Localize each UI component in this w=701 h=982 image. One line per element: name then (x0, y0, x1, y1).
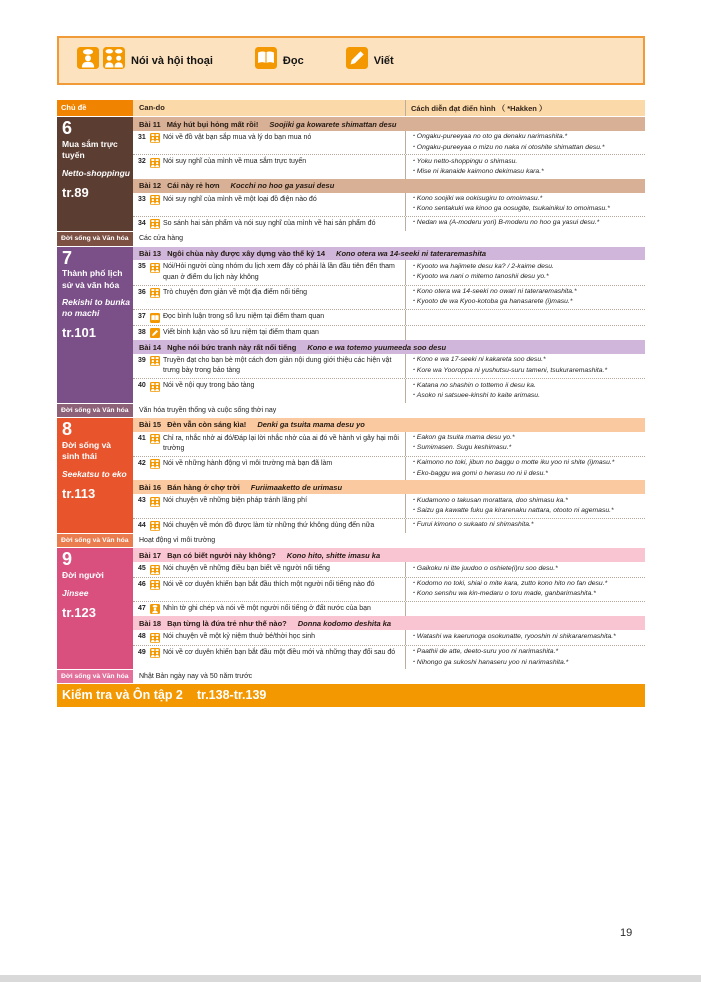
cando-number: 38 (138, 328, 146, 336)
unit-sidebar (57, 418, 133, 533)
cando-number: 42 (138, 459, 146, 467)
expressions-cell (405, 432, 645, 456)
lesson-title-romaji: Denki ga tsuita mama desu yo (257, 420, 365, 430)
viewer-bottom-edge (0, 975, 701, 982)
cando-cell (133, 494, 405, 517)
lesson-header (133, 616, 645, 630)
expression-line: ・Kono soojiki wa ookisugiru to omoimasu.* (410, 195, 543, 202)
cando-cell (133, 379, 405, 402)
expressions-cell (405, 602, 645, 617)
cando-row (133, 562, 645, 577)
cando-row (133, 494, 645, 517)
expression-line: ・Kono e wa 17-seeki ni kakareta soo desu.* (410, 356, 546, 364)
expressions-cell (405, 310, 645, 325)
cando-text: Nói/Hỏi người cùng nhóm du lịch xem đây có phải là lần đầu tiên đến tham quan ở điểm du lịch này không (163, 263, 395, 281)
lesson-title: Máy hút bụi hỏng mất rồi! (166, 119, 259, 129)
pencil-icon (150, 328, 160, 339)
culture-content: Các cửa hàng (133, 232, 645, 245)
review-label: Kiểm tra và Ôn tập 2 (62, 688, 183, 703)
talk-pair-icon (150, 434, 160, 445)
toc-table (57, 100, 645, 707)
lesson-number: Bài 15 (139, 420, 162, 430)
unit-block-7 (57, 246, 645, 403)
unit-romaji: Netto-shoppingu (62, 167, 130, 178)
talk-pair-icon (150, 648, 160, 659)
unit-block-6 (57, 116, 645, 231)
cando-text: Nói chuyện về món đồ được làm từ những thứ không dùng đến nữa (163, 521, 375, 529)
culture-label: Đời sống và Văn hóa (57, 404, 133, 417)
talk-single-icon (150, 604, 160, 615)
cando-number: 45 (138, 565, 146, 573)
cando-row (133, 154, 645, 178)
talk-pair-icon (150, 219, 160, 230)
cando-row (133, 601, 645, 617)
expression-line: ・Watashi wa kaerunoga osokunatte, ryooshin ni shikararemashita.* (410, 632, 616, 640)
lesson-title-romaji: Soojiki ga kowarete shimattan desu (269, 119, 397, 129)
lesson-title-romaji: Furiimaaketto de urimasu (250, 482, 343, 492)
expressions-cell (405, 260, 645, 284)
talk-pair-icon (150, 459, 160, 470)
unit-page-ref: tr.113 (62, 485, 96, 501)
review-bar (57, 683, 645, 707)
expression-line: ・Kudamono o takusan morattara, doo shimasu ka.* (410, 496, 568, 504)
cando-row (133, 193, 645, 216)
cando-cell (133, 432, 405, 456)
expression-line: ・Kore wa Yooroppa ni yushutsu-suru tameni, tsukuraremashita.* (410, 366, 608, 374)
table-header-row (57, 100, 645, 116)
cando-row (133, 378, 645, 402)
unit-number: 8 (62, 418, 73, 439)
expression-line: ・Kono senshu wa kin-medaru o toru made, ganbarimashita.* (410, 590, 596, 598)
unit-content (133, 117, 645, 231)
pencil-icon (346, 47, 368, 74)
unit-page-ref: tr.89 (62, 184, 89, 200)
cando-text: Nói chuyện về những biện pháp tránh lãng phí (163, 497, 308, 505)
cando-row (133, 354, 645, 378)
expression-line: ・Kono otera wa 14-seeki no owari ni tateraremashita.* (410, 288, 577, 296)
lesson-header (133, 548, 645, 562)
expression-line: ・Eakon ga tsuita mama desu yo.* (410, 434, 515, 442)
unit-content (133, 548, 645, 669)
expression-line: ・Yoku netto-shoppingu o shimasu. (410, 157, 518, 165)
lesson-header (133, 179, 645, 193)
cando-text: Nói chuyện về những điều bạn biết về người nổi tiếng (163, 565, 330, 573)
lesson-number: Bài 18 (139, 618, 162, 628)
expressions-cell (405, 193, 645, 216)
cando-cell (133, 602, 405, 617)
lesson-number: Bài 16 (139, 482, 162, 492)
talk-pair-icon (150, 580, 160, 591)
legend-icons (77, 47, 125, 74)
cando-number: 47 (138, 604, 146, 612)
culture-label: Đời sống và Văn hóa (57, 534, 133, 547)
culture-content: Nhật Bản ngày nay và 50 năm trước (133, 670, 645, 683)
cando-row (133, 325, 645, 341)
cando-text: Nói suy nghĩ của mình về một loại đồ điện nào đó (163, 195, 317, 203)
talk-pair-icon (150, 564, 160, 575)
expression-line: ・Saizu ga kawatte fuku ga kirarenaku nattara, otooto ni agemasu.* (410, 506, 614, 514)
cando-text: Truyền đạt cho bạn bè một cách đơn giản nội dung giới thiệu các hiện vật trưng bày trong bảo tàng (163, 356, 392, 375)
cando-row (133, 456, 645, 480)
cando-text: Nói về nội quy trong bảo tàng (163, 382, 255, 390)
unit-name: Mua sắm trực tuyến (62, 138, 118, 161)
lesson-header (133, 247, 645, 261)
expression-line: ・Ongaku-pureeyaa o mizu no naka ni otoshite shimattan desu.* (410, 143, 605, 151)
cando-cell (133, 310, 405, 325)
culture-row (57, 403, 645, 417)
cando-cell (133, 562, 405, 577)
unit-sidebar (57, 117, 133, 231)
expression-line: ・Ongaku-pureeyaa no oto ga denaku narimashita.* (410, 133, 568, 141)
unit-page-ref: tr.101 (62, 325, 96, 341)
culture-content: Hoạt động vì môi trường (133, 534, 645, 547)
cando-number: 46 (138, 580, 146, 588)
expressions-cell (405, 519, 645, 534)
talk-pair-icon (150, 632, 160, 643)
cando-number: 31 (138, 133, 146, 141)
lesson-title: Cái này rẻ hơn (167, 181, 220, 191)
expression-line: ・Nedan wa (A-moderu yori) B-moderu no hoo ga yasui desu.* (410, 219, 600, 227)
cando-cell (133, 286, 405, 309)
expression-line: ・Katana no shashin o tottemo ii desu ka. (410, 381, 536, 389)
lesson-title: Đèn vẫn còn sáng kìa! (167, 420, 247, 430)
cando-text: Nói về những hành động vì môi trường mà bạn đã làm (163, 459, 333, 467)
expression-line: ・Sumimasen. Sugu keshimasu.* (410, 444, 512, 452)
culture-row (57, 231, 645, 245)
legend-icons (346, 47, 368, 74)
unit-sidebar (57, 548, 133, 669)
cando-text: Viết bình luận vào sổ lưu niệm tại điểm tham quan (163, 328, 319, 336)
lesson-title-romaji: Kono otera wa 14-seeki ni tateraremashita (336, 249, 487, 259)
expressions-cell (405, 286, 645, 309)
unit-name: Thành phố lịch sử và văn hóa (62, 268, 123, 290)
cando-row (133, 260, 645, 284)
expressions-cell (405, 457, 645, 480)
talk-pair-icon (150, 195, 160, 206)
lesson-title-romaji: Kono e wa totemo yuumeeda soo desu (307, 342, 447, 352)
unit-content (133, 247, 645, 403)
cando-row (133, 285, 645, 309)
unit-romaji: Rekishi to bunka no machi (62, 297, 131, 319)
cando-cell (133, 519, 405, 534)
cando-text: Chỉ ra, nhắc nhở ai đó/Đáp lại lời nhắc nhở của ai đó về hành vi gây hại môi trường (163, 434, 399, 452)
unit-romaji: Seekatsu to eko (62, 468, 127, 479)
talk-pair-icon (150, 521, 160, 532)
cando-number: 44 (138, 521, 146, 529)
unit-name: Đời sống và sinh thái (62, 439, 112, 462)
talk-pair-icon (150, 288, 160, 299)
lesson-number: Bài 12 (139, 181, 162, 191)
expression-line: ・Paathii de atte, deeto-suru yoo ni narimashita.* (410, 648, 559, 656)
expression-line: ・Mise ni ikanaide kaimono dekimasu kara.* (410, 167, 544, 175)
expression-line: ・Furui kimono o sukaato ni shimashita.* (410, 521, 534, 529)
column-header-topic: Chủ đề (57, 100, 133, 116)
cando-number: 43 (138, 497, 146, 505)
cando-number: 37 (138, 313, 146, 321)
culture-content: Văn hóa truyền thống và cuộc sống thời nay (133, 404, 645, 417)
lesson-number: Bài 17 (139, 550, 162, 560)
unit-name: Đời người (62, 570, 104, 581)
lesson-header (133, 117, 645, 131)
cando-number: 33 (138, 195, 146, 203)
expressions-cell (405, 326, 645, 341)
lesson-number: Bài 14 (139, 342, 162, 352)
lesson-title: Bạn có biết người này không? (167, 550, 276, 560)
unit-number: 9 (62, 549, 73, 570)
talk-pair-icon (150, 262, 160, 273)
expression-line: ・Asoko ni satsuee-kinshi to kaite arimasu. (410, 391, 540, 399)
talk-pair-icon (150, 356, 160, 367)
lesson-number: Bài 13 (139, 249, 162, 259)
expressions-cell (405, 354, 645, 378)
talk-pair-icon (103, 47, 125, 74)
cando-text: Nhìn tờ ghi chép và nói về một người nổi tiếng ở đất nước của bạn (163, 604, 371, 612)
lesson-title-romaji: Kocchi no hoo ga yasui desu (230, 181, 335, 191)
expression-line: ・Kyooto de wa Kyoo-kotoba ga hanasarete (i)masu.* (410, 298, 573, 306)
expressions-cell (405, 494, 645, 517)
cando-row (133, 432, 645, 456)
legend-icons (255, 47, 277, 74)
lesson-number: Bài 11 (139, 119, 161, 129)
lesson-title: Bán hàng ở chợ trời (167, 482, 240, 492)
expressions-cell (405, 379, 645, 402)
expressions-cell (405, 217, 645, 232)
review-page-ref: tr.138-tr.139 (196, 688, 267, 703)
unit-number: 6 (62, 118, 73, 138)
lesson-title: Nghe nói bức tranh này rất nổi tiếng (167, 342, 297, 352)
expressions-cell (405, 578, 645, 601)
cando-text: Nói suy nghĩ của mình về mua sắm trực tuyến (163, 158, 307, 166)
cando-text: Nói về đồ vật bạn sắp mua và lý do bạn mua nó (163, 133, 312, 141)
legend-label: Nói và hội thoại (131, 54, 213, 67)
lesson-title: Bạn từng là đứa trẻ như thế nào? (167, 618, 287, 628)
cando-text: So sánh hai sản phẩm và nói suy nghĩ của mình về hai sản phẩm đó (163, 219, 376, 227)
legend-label: Viết (373, 54, 394, 67)
culture-label: Đời sống và Văn hóa (57, 670, 133, 683)
expressions-cell (405, 646, 645, 669)
culture-row (57, 669, 645, 683)
cando-row (133, 131, 645, 154)
expressions-cell (405, 155, 645, 178)
cando-row (133, 518, 645, 534)
book-icon (255, 47, 277, 74)
cando-row (133, 309, 645, 325)
cando-number: 49 (138, 648, 146, 656)
cando-cell (133, 155, 405, 178)
talk-pair-icon (150, 133, 160, 144)
column-header-expressions: Cách diễn đạt điển hình （ *Hakken ） (405, 100, 645, 116)
lesson-title-romaji: Kono hito, shitte imasu ka (286, 550, 381, 560)
legend-item (346, 47, 394, 74)
expression-line: ・Kyooto wa hajimete desu ka? / 2-kaime desu. (410, 262, 554, 270)
expression-line: ・Kodomo no toki, shiai o mite kara, zutto kono hito no fan desu.* (410, 580, 608, 588)
cando-text: Trò chuyện đơn giản về một địa điểm nổi tiếng (163, 288, 308, 296)
cando-cell (133, 630, 405, 645)
cando-number: 41 (138, 434, 146, 442)
cando-text: Nói về cơ duyên khiến bạn bắt đầu một điều mới và những thay đổi sau đó (163, 648, 396, 656)
expression-line: ・Eko-baggu wa gomi o herasu no ni ii desu.* (410, 469, 548, 477)
unit-block-9 (57, 547, 645, 669)
cando-text: Đọc bình luận trong sổ lưu niệm tại điểm tham quan (163, 313, 325, 321)
talk-pair-icon (150, 381, 160, 392)
cando-number: 39 (138, 356, 146, 364)
lesson-title-romaji: Donna kodomo deshita ka (297, 618, 392, 628)
cando-cell (133, 193, 405, 216)
expression-line: ・Nihongo ga sukoshi hanaseru yoo ni narimashita.* (410, 658, 569, 666)
expressions-cell (405, 562, 645, 577)
cando-number: 35 (138, 263, 146, 271)
lesson-header (133, 418, 645, 432)
lesson-title: Ngôi chùa này được xây dựng vào thế kỷ 14 (167, 249, 326, 259)
page-number: 19 (620, 927, 633, 939)
cando-number: 36 (138, 288, 146, 296)
expression-line: ・Kyooto wa nani o mitemo tanoshii desu yo.* (410, 273, 549, 281)
cando-cell (133, 354, 405, 378)
cando-cell (133, 457, 405, 480)
cando-cell (133, 578, 405, 601)
unit-content (133, 418, 645, 533)
unit-number: 7 (62, 247, 73, 268)
cando-row (133, 630, 645, 645)
expression-line: ・Kaimono no toki, jibun no baggu o motte iku yoo ni shite (i)masu.* (410, 459, 615, 467)
cando-number: 48 (138, 633, 146, 641)
expressions-cell (405, 131, 645, 154)
legend-item (77, 47, 213, 74)
cando-row (133, 577, 645, 601)
cando-row (133, 645, 645, 669)
cando-number: 34 (138, 219, 146, 227)
cando-cell (133, 131, 405, 154)
legend-label: Đọc (282, 54, 304, 67)
cando-cell (133, 260, 405, 284)
unit-page-ref: tr.123 (62, 604, 96, 620)
talk-pair-icon (150, 157, 160, 168)
cando-number: 32 (138, 158, 146, 166)
cando-text: Nói về cơ duyên khiến bạn bắt đầu thích một người nổi tiếng nào đó (163, 580, 375, 588)
expressions-cell (405, 630, 645, 645)
lesson-header (133, 340, 645, 354)
culture-row (57, 533, 645, 547)
expression-line: ・Gaikoku ni itte juudoo o oshiete(i)ru soo desu.* (410, 564, 558, 572)
cando-number: 40 (138, 382, 146, 390)
unit-romaji: Jinsee (62, 587, 89, 598)
column-header-cando: Can-do (133, 100, 405, 116)
talk-single-icon (77, 47, 99, 74)
unit-sidebar (57, 247, 133, 403)
cando-cell (133, 326, 405, 341)
unit-block-8 (57, 417, 645, 533)
cando-text: Nói chuyện về một kỷ niệm thuở bé/thời học sinh (163, 633, 315, 641)
culture-label: Đời sống và Văn hóa (57, 232, 133, 245)
talk-pair-icon (150, 496, 160, 507)
cando-cell (133, 646, 405, 669)
lesson-header (133, 480, 645, 494)
expression-line: ・Kono sentakuki wa kinoo ga oosugite, tsukainikui to omoimasu.* (410, 205, 610, 213)
cando-row (133, 216, 645, 232)
legend-item (255, 47, 304, 74)
cando-cell (133, 217, 405, 232)
legend-bar (57, 36, 645, 85)
book-icon (150, 312, 160, 323)
